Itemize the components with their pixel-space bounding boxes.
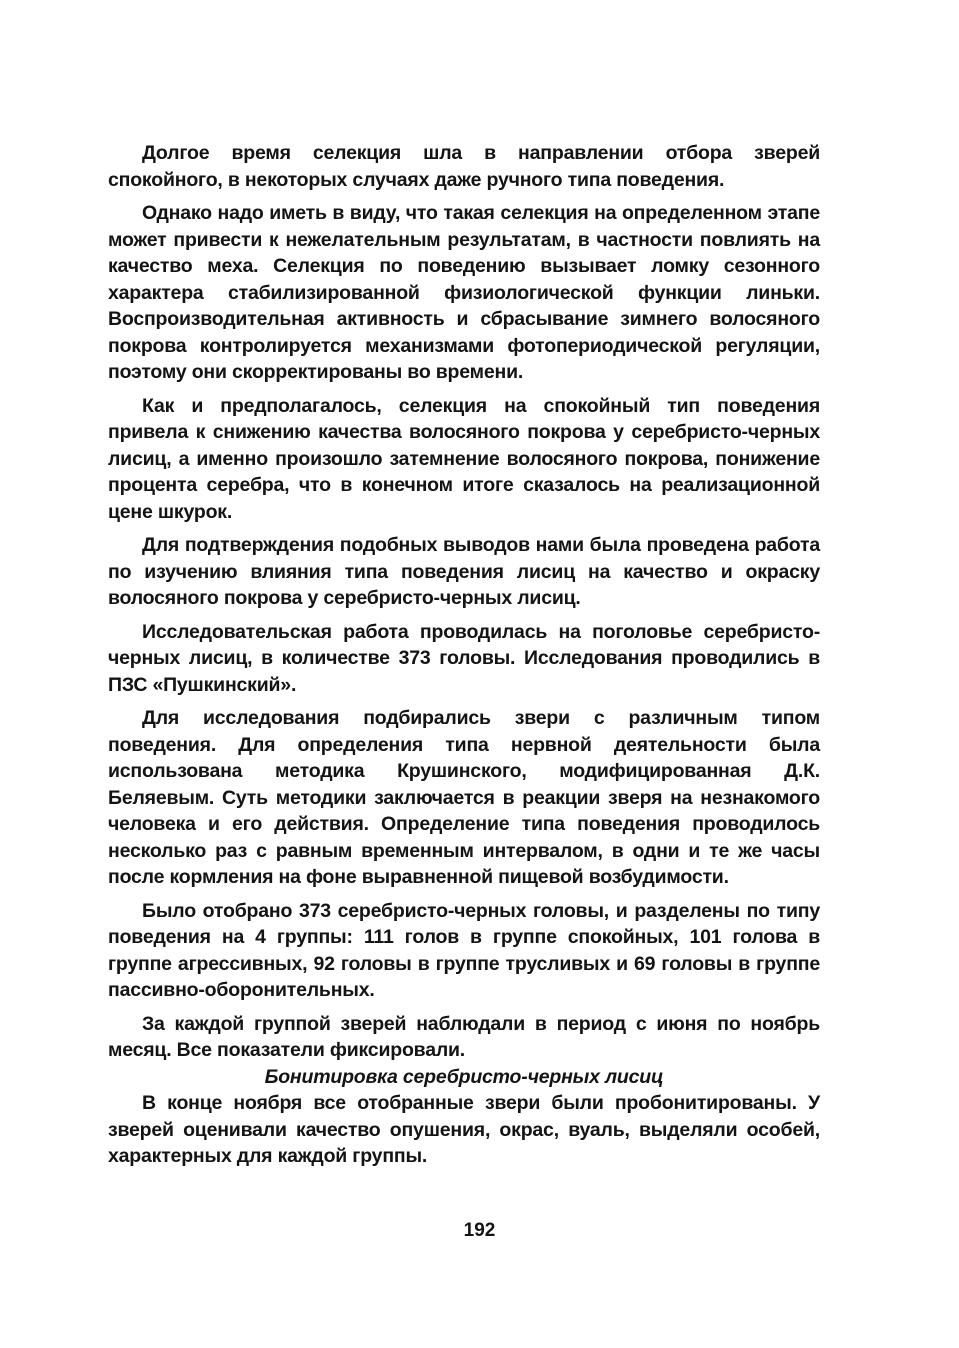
paragraph-1: Долгое время селекция шла в направлении отбора зверей спокойного, в некоторых случаях даже ручного типа поведения. — [108, 142, 820, 191]
paragraph-5: Исследовательская работа проводилась на поголовье серебристо-черных лисиц, в количестве 373 головы. Исследования проводились в ПЗС «Пушкинский». — [108, 620, 820, 696]
paragraph-4: Для подтверждения подобных выводов нами была проведена работа по изучению влияния типа поведения лисиц на качество и окраску волосяного покрова у серебристо-черных лисиц. — [108, 534, 820, 609]
page-number: 192 — [463, 1220, 496, 1241]
paragraph-2: Однако надо иметь в виду, что такая селекция на определенном этапе может привести к нежелательным результатам, в частности повлиять на качество меха. Селекция по поведению вызывает ломку сезонного характера стабилизированной физиологической функции линьки. Воспроизводительная активность и сбрасывание зимнего волосяного покрова контролируется механизмами фотопериодической регуляции, поэтому они скорректированы во времени. — [108, 202, 820, 383]
paragraph-3: Как и предполагалось, селекция на спокойный тип поведения привела к снижению качества волосяного покрова у серебристо-черных лисиц, а именно произошло затемнение волосяного покрова, понижение процента серебра, что в конечном итоге сказалось на реализационной цене шкурок. — [108, 394, 820, 523]
paragraph-6: Для исследования подбирались звери с различным типом поведения. Для определения типа нервной деятельности была использована методика Крушинского, модифицированная Д.К. Беляевым. Суть методики заключается в реакции зверя на незнакомого человека и его действия. Определение типа поведения проводилось несколько раз с равным временным интервалом, в одни и те же часы после кормления на фоне выравненной пищевой возбудимости. — [108, 707, 820, 888]
section-heading: Бонитировка серебристо-черных лисиц — [264, 1065, 664, 1088]
paragraph-7: Было отобрано 373 серебристо-черных головы, и разделены по типу поведения на 4 группы: 111 голов в группе спокойных, 101 голова в группе агрессивных, 92 головы в группе трусливых и 69 головы в группе пассивно-оборонительных. — [108, 899, 820, 1001]
page-body — [108, 140, 820, 1177]
paragraph-8: За каждой группой зверей наблюдали в период с июня по ноябрь месяц. Все показатели фиксировали. — [108, 1012, 820, 1061]
paragraph-final: В конце ноября все отобранные звери были пробонитированы. У зверей оценивали качество опушения, окрас, вуаль, выделяли особей, характерных для каждой группы. — [108, 1092, 820, 1167]
